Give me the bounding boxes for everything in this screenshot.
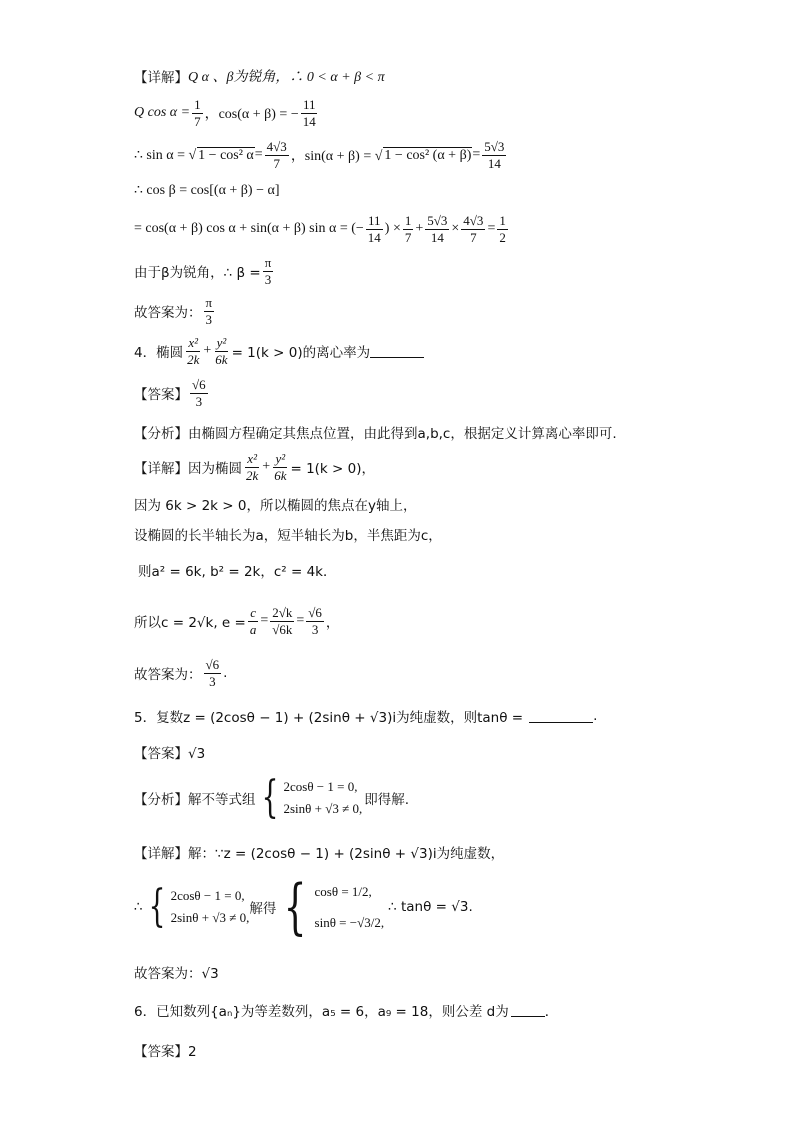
q3-detail-line2 — [134, 98, 320, 128]
q5-detail-line1 — [134, 842, 504, 862]
q4-title — [134, 336, 424, 366]
fraction: $\frac{\text{y²}}{6k}$ — [215, 335, 228, 367]
q4-detail-line4 — [138, 560, 337, 580]
radicand: 1 − cos² (α + β) — [384, 147, 472, 163]
fraction: $\frac{4√3}{7}$ — [463, 213, 484, 245]
answer-text: 【答案】2 — [134, 1044, 197, 1060]
left-brace-icon: { — [261, 772, 278, 824]
detail-text: ∴ tanθ = √3. — [388, 899, 473, 916]
fraction: $\frac{5√3}{14}$ — [427, 213, 448, 245]
analysis-text: 即得解. — [364, 792, 410, 809]
answer-label: 【答案】 — [134, 387, 188, 404]
left-brace-icon: { — [283, 872, 307, 943]
q4-answer — [134, 378, 210, 408]
equation-system: cosθ = 1/2, sinθ = −√3/2, — [314, 884, 385, 931]
body-text: 由于β为锐角，∴ β = — [134, 265, 261, 282]
fraction: $\frac{√6}{3}$ — [192, 377, 206, 409]
math-text: ∴ cos β = cos[(α + β) − α] — [134, 183, 280, 198]
detail-text: ∴ — [134, 899, 143, 916]
answer-text: 【答案】√3 — [134, 746, 206, 762]
q5-answer — [134, 742, 205, 762]
detail-text: 因为 6k > 2k > 0，所以椭圆的焦点在y轴上， — [134, 498, 417, 514]
detail-text: 【详解】解：∵z = (2cosθ − 1) + (2sinθ + √3)i为纯虚数， — [134, 846, 505, 862]
q3-answer-line — [134, 296, 216, 326]
q4-detail-line2 — [134, 494, 416, 514]
body-text: 故答案为： — [134, 305, 202, 322]
question-text: . — [593, 708, 598, 724]
fraction: $\frac{\text{x²}}{2k}$ — [246, 451, 259, 483]
math-text: + — [203, 343, 212, 359]
answer-blank — [529, 710, 593, 723]
math-text: Q α 、β为锐角，∴ 0 < α + β < π — [188, 70, 385, 85]
detail-text: 所以c = 2√k, e = — [134, 615, 246, 632]
q3-detail-line1 — [134, 66, 385, 86]
q4-detail-line1 — [134, 452, 375, 482]
fraction: $\frac{1}{7}$ — [404, 213, 412, 245]
q3-detail-line3 — [134, 140, 508, 170]
question-text: ． — [544, 1004, 559, 1020]
detail-text: ， — [325, 615, 340, 632]
fraction: $\frac{\pi}{3}$ — [205, 295, 213, 327]
detail-text: 则a² = 6k, b² = 2k，c² = 4k． — [138, 564, 337, 580]
q3-detail-line4 — [134, 182, 279, 199]
answer-blank — [370, 345, 424, 358]
q6-title — [134, 1000, 558, 1020]
q4-detail-line5 — [134, 606, 339, 636]
q4-analysis — [134, 422, 617, 442]
question-text: = 1(k > 0)的离心率为 — [231, 345, 371, 362]
math-text: × — [451, 221, 460, 237]
math-text: ，cos(α + β) = − — [204, 107, 299, 123]
q4-detail-line3 — [134, 524, 442, 544]
detail-text: = 1(k > 0)， — [290, 461, 375, 478]
q5-analysis — [134, 772, 410, 824]
fraction: $\frac{5√3}{14}$ — [484, 139, 505, 171]
fraction: $\frac{2√k}{√6k}$ — [272, 605, 293, 637]
math-text: = cos(α + β) cos α + sin(α + β) sin α = (− — [134, 221, 364, 237]
question-text: 4．椭圆 — [134, 345, 184, 362]
q5-title — [134, 706, 597, 726]
question-text: 6．已知数列{aₙ}为等差数列，a₅ = 6，a₉ = 18，则公差 d为 — [134, 1004, 509, 1020]
detail-text: 【详解】因为椭圆 — [134, 461, 242, 478]
q5-answer-line — [134, 962, 219, 982]
fraction: $\frac{√6}{3}$ — [308, 605, 322, 637]
q4-answer-line — [134, 658, 227, 688]
left-brace-icon: { — [148, 881, 165, 933]
equation-system: 2cosθ − 1 = 0, 2sinθ + √3 ≠ 0, — [170, 888, 250, 926]
math-text: = — [487, 221, 496, 237]
q6-answer — [134, 1040, 197, 1060]
q5-detail-line2 — [134, 872, 473, 943]
analysis-text: 【分析】解不等式组 — [134, 792, 256, 809]
math-text: + — [415, 221, 424, 237]
detail-text: 设椭圆的长半轴长为a，短半轴长为b，半焦距为c， — [134, 528, 442, 544]
math-text: = — [472, 147, 481, 163]
q3-detail-line6 — [134, 256, 275, 286]
math-text: ∴ sin α = √ — [134, 147, 197, 163]
answer-blank — [511, 1004, 545, 1017]
math-text: = — [296, 613, 305, 629]
fraction: $\frac{4√3}{7}$ — [266, 139, 287, 171]
body-text: 故答案为： — [134, 667, 202, 684]
analysis-text: 【分析】由椭圆方程确定其焦点位置，由此得到a,b,c，根据定义计算离心率即可. — [134, 426, 617, 442]
math-text: ，sin(α + β) = √ — [290, 149, 383, 165]
fraction: $\frac{\pi}{3}$ — [264, 255, 272, 287]
detail-text: 解得 — [249, 901, 277, 918]
detail-label: 【详解】 — [134, 70, 188, 86]
math-text: = — [260, 613, 269, 629]
body-text: 故答案为：√3 — [134, 966, 219, 982]
equation-system: 2cosθ − 1 = 0, 2sinθ + √3 ≠ 0, — [283, 779, 363, 817]
fraction: $\frac{c}{a}$ — [249, 605, 257, 637]
fraction: $\frac{\text{x²}}{2k}$ — [187, 335, 200, 367]
math-text: Q cos α = — [134, 105, 191, 121]
math-text: + — [262, 459, 271, 475]
fraction: $\frac{1}{2}$ — [499, 213, 506, 245]
body-text: . — [223, 665, 228, 682]
fraction: $\frac{11}{14}$ — [302, 97, 316, 129]
radicand: 1 − cos² α — [198, 147, 254, 163]
q3-detail-line5 — [134, 214, 510, 244]
fraction: $\frac{\text{y²}}{6k}$ — [274, 451, 287, 483]
fraction: $\frac{√6}{3}$ — [205, 657, 220, 689]
fraction: $\frac{1}{7}$ — [194, 97, 201, 129]
question-text: 5．复数z = (2cosθ − 1) + (2sinθ + √3)i为纯虚数，则tanθ = — [134, 710, 524, 726]
fraction: $\frac{11}{14}$ — [367, 213, 381, 245]
math-text: ) × — [384, 221, 401, 237]
math-text: = — [254, 147, 263, 163]
